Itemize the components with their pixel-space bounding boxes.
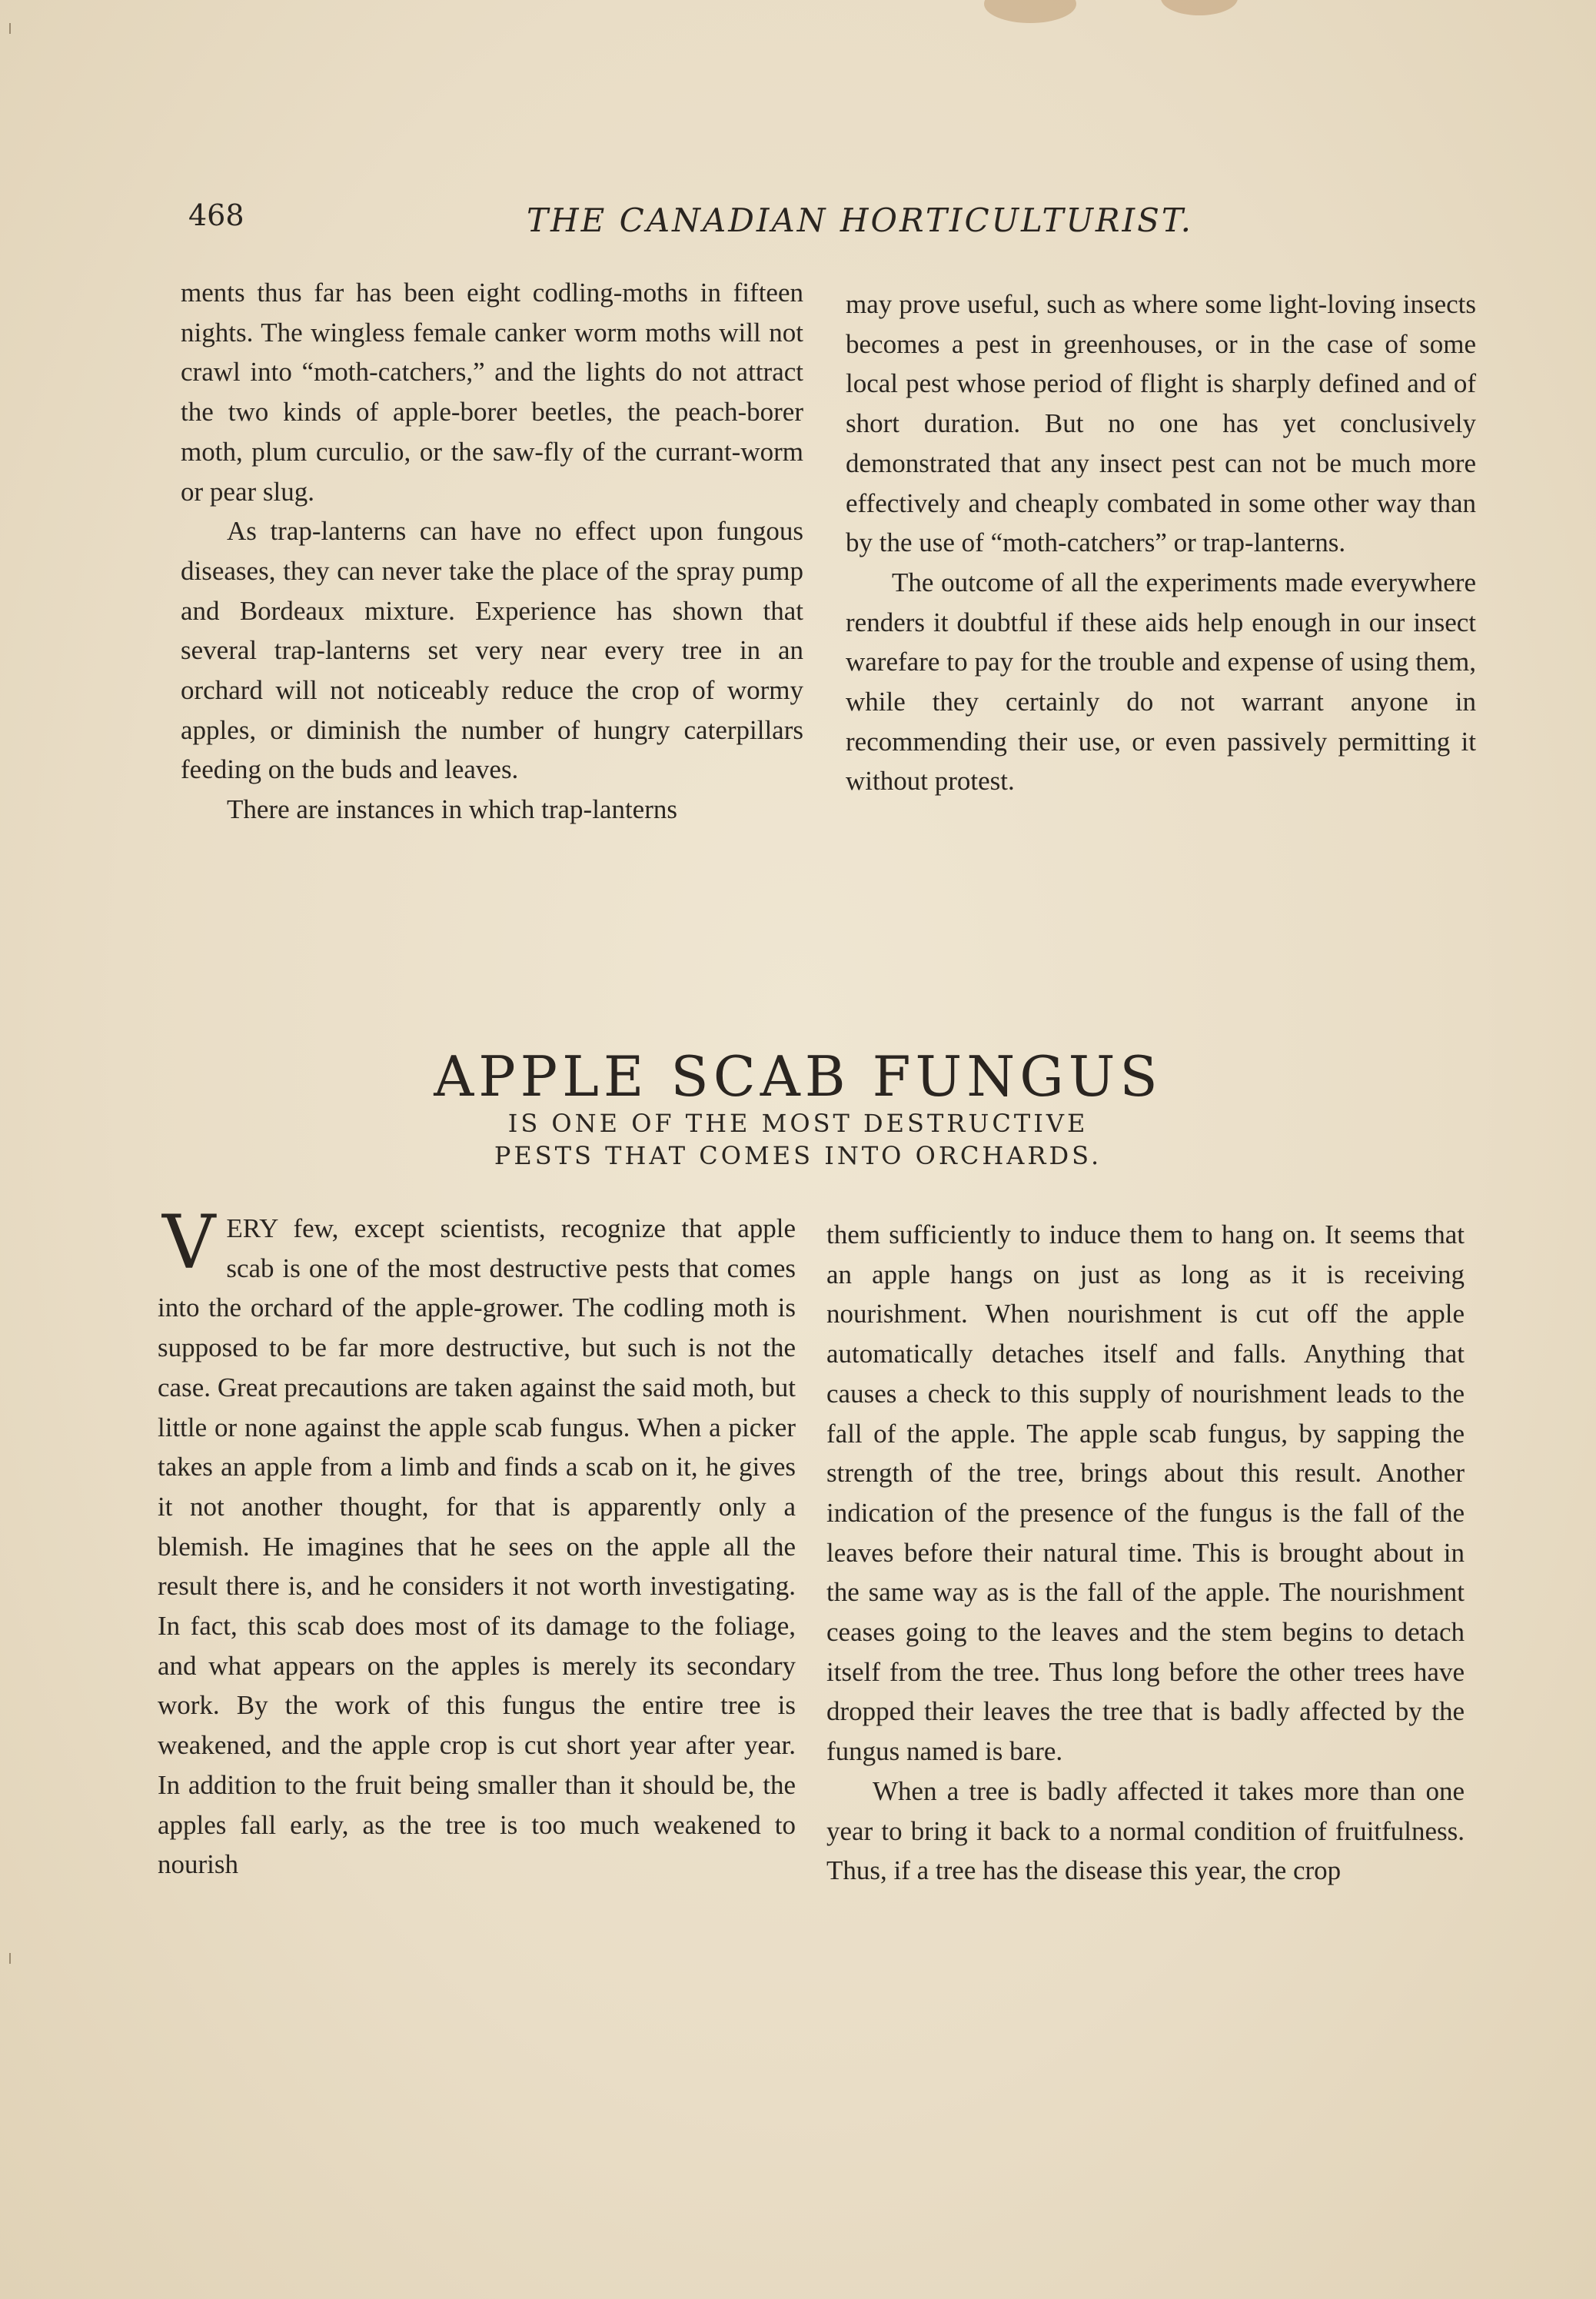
subhead-line: IS ONE OF THE MOST DESTRUCTIVE (507, 1109, 1089, 1138)
top-left-column (181, 273, 803, 830)
paragraph: When a tree is badly affected it takes more than one year to bring it back to a normal condition of fruitfulness. Thus, if a tree has the disease this year, the crop (826, 1775, 1465, 1886)
drop-cap: V (162, 1199, 216, 1286)
top-right-column (846, 284, 1476, 801)
paragraph: ments thus far has been eight codling-moths in fifteen nights. The wingless female canker worm moths will not crawl into “moth-catchers,” and the lights do not attract the two kinds of apple-borer beetles, the peach-borer moth, plum curculio, or the saw-fly of the currant-worm or pear slug. (181, 278, 803, 507)
article-right-column (826, 1215, 1465, 1891)
paragraph: There are instances in which trap-lanterns (227, 794, 677, 825)
paragraph: may prove useful, such as where some light-loving insects becomes a pest in greenhouses, or in the case of some local pest whose period of flight is sharply defined and of short duration. But no one has yet conclusively demonstrated that any insect pest can not be much more effectively and cheaply combated in some other way than by the use of “moth-catchers” or trap-lanterns. (846, 289, 1476, 558)
page-header (188, 198, 1480, 245)
paragraph: As trap-lanterns can have no effect upon fungous diseases, they can never take the place of the spray pump and Bordeaux mixture. Experience has shown that several trap-lanterns set very near every tree in an orchard will not noticeably reduce the crop of wormy apples, or diminish the number of hungry caterpillars feeding on the buds and leaves. (181, 516, 803, 785)
margin-mark (9, 1953, 11, 1964)
paragraph: them sufficiently to induce them to hang on. It seems that an apple hangs on just as long as it is receiving nourishment. When nourishment is cut off the apple automatically detaches itself and falls. Anything that causes a check to this supply of nourishment leads to the fall of the apple. The apple scab fungus, by sapping the strength of the tree, brings about this result. Another indication of the presence of the fungus is the fall of the leaves before their natural time. This is brought about in the same way as is the fall of the apple. The nourishment ceases going to the leaves and the stem begins to detach itself from the tree. Thus long before the other trees have dropped their leaves the tree that is badly affected by the fungus named is bare. (826, 1219, 1465, 1767)
page-stain (984, 0, 1076, 23)
article-subhead (0, 1107, 1596, 1172)
running-title: THE CANADIAN HORTICULTURIST. (527, 201, 1194, 239)
subhead-line: PESTS THAT COMES INTO ORCHARDS. (494, 1141, 1102, 1170)
paragraph (158, 1199, 796, 1885)
page-stain (1161, 0, 1238, 15)
article-headline: APPLE SCAB FUNGUS (434, 1044, 1162, 1110)
paragraph-text: ERY few, except scientists, recognize that apple scab is one of the most destructive pests that comes into the orchard of the apple-grower. The codling moth is supposed to be far more destructive, but such is not the case. Great precautions are taken against the said moth, but little or none against the apple scab fungus. When a picker takes an apple from a limb and finds a scab on it, he gives it not another thought, for that is apparently only a blemish. He imagines that he sees on the apple all the result there is, and he considers it not worth investigating. In fact, this scab does most of its damage to the foliage, and what appears on the apples is merely its secondary work. By the work of this fungus the entire tree is weakened, and the apple crop is cut short year after year. In addition to the fruit being smaller than it should be, the apples fall early, as the tree is too much weakened to nourish (158, 1213, 796, 1880)
paragraph: The outcome of all the experiments made everywhere renders it doubtful if these aids help enough in our insect warefare to pay for the trouble and expense of using them, while they certainly do not warrant anyone in recommending their use, or even passively permitting it without protest. (846, 567, 1476, 797)
article-left-column (158, 1199, 796, 1885)
page-number: 468 (188, 198, 244, 232)
margin-mark (9, 23, 11, 34)
